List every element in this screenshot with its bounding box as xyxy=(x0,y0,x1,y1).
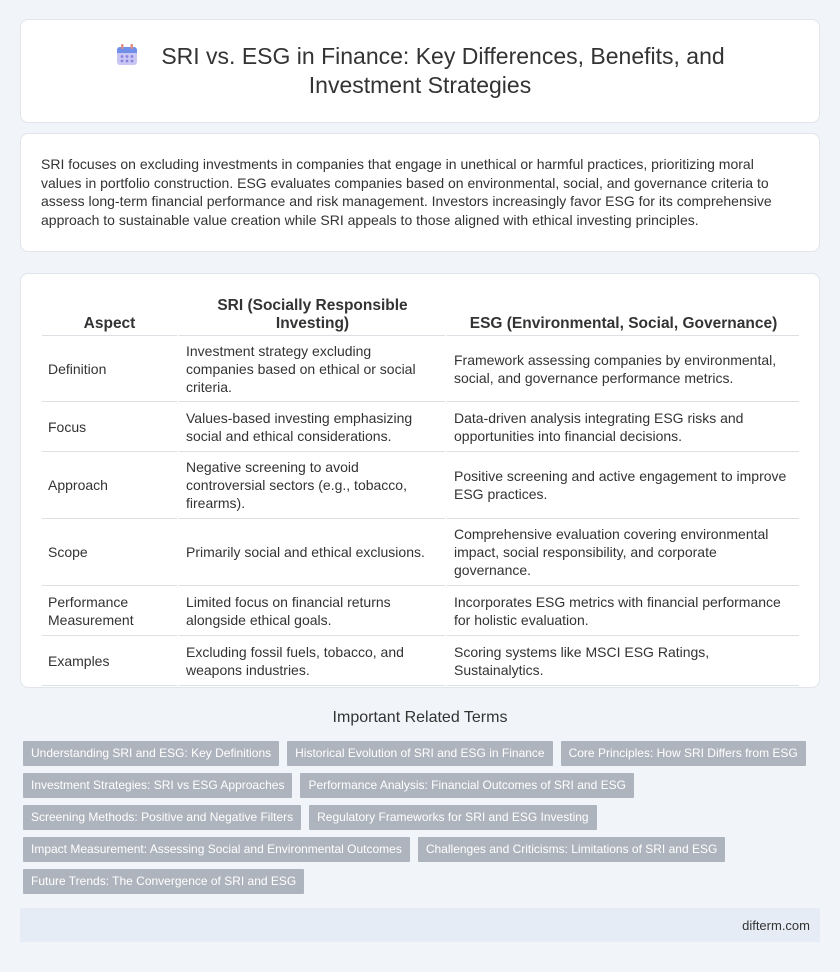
table-row xyxy=(42,452,799,519)
cell-esg: Comprehensive evaluation covering environmental impact, social responsibility, and corporate governance. xyxy=(445,519,799,586)
cell-sri: Limited focus on financial returns alongside ethical goals. xyxy=(177,586,445,636)
cell-aspect: Scope xyxy=(42,519,177,586)
table-row xyxy=(42,336,799,402)
calendar-icon xyxy=(115,43,139,67)
comparison-table xyxy=(42,297,799,686)
summary-card xyxy=(20,133,820,252)
cell-sri: Excluding fossil fuels, tobacco, and weapons industries. xyxy=(177,636,445,686)
table-row xyxy=(42,586,799,636)
header-esg: ESG (Environmental, Social, Governance) xyxy=(445,297,799,336)
cell-esg: Framework assessing companies by environmental, social, and governance performance metrics. xyxy=(445,336,799,402)
cell-esg: Positive screening and active engagement to improve ESG practices. xyxy=(445,452,799,519)
related-term-tag[interactable]: Investment Strategies: SRI vs ESG Approaches xyxy=(23,773,292,798)
summary-text: SRI focuses on excluding investments in companies that engage in unethical or harmful practices, prioritizing moral values in portfolio construction. ESG evaluates companies based on environmental, social, and governance criteria to assess long-term financial performance and risk management. Investors increasingly favor ESG for its comprehensive approach to sustainable value creation while SRI appeals to those aligned with ethical investing principles. xyxy=(41,156,772,228)
related-term-tag[interactable]: Challenges and Criticisms: Limitations of SRI and ESG xyxy=(418,837,725,862)
cell-aspect: Focus xyxy=(42,402,177,452)
cell-aspect: Performance Measurement xyxy=(42,586,177,636)
cell-sri: Primarily social and ethical exclusions. xyxy=(177,519,445,586)
cell-sri: Negative screening to avoid controversial sectors (e.g., tobacco, firearms). xyxy=(177,452,445,519)
related-terms-title: Important Related Terms xyxy=(332,709,508,726)
cell-sri: Values-based investing emphasizing social and ethical considerations. xyxy=(177,402,445,452)
cell-esg: Incorporates ESG metrics with financial performance for holistic evaluation. xyxy=(445,586,799,636)
related-term-tag[interactable]: Performance Analysis: Financial Outcomes of SRI and ESG xyxy=(300,773,633,798)
cell-sri: Investment strategy excluding companies based on ethical or social criteria. xyxy=(177,336,445,402)
page-title: SRI vs. ESG in Finance: Key Differences, Benefits, and Investment Strategies xyxy=(161,43,725,98)
cell-aspect: Examples xyxy=(42,636,177,686)
page-title-wrap xyxy=(61,42,779,100)
related-terms-list xyxy=(23,741,803,901)
related-term-tag[interactable]: Historical Evolution of SRI and ESG in Finance xyxy=(287,741,552,766)
table-row xyxy=(42,402,799,452)
related-term-tag[interactable]: Regulatory Frameworks for SRI and ESG Investing xyxy=(309,805,596,830)
related-term-tag[interactable]: Understanding SRI and ESG: Key Definitions xyxy=(23,741,279,766)
table-row xyxy=(42,519,799,586)
related-term-tag[interactable]: Impact Measurement: Assessing Social and Environmental Outcomes xyxy=(23,837,410,862)
comparison-table-card xyxy=(20,273,820,688)
table-row xyxy=(42,636,799,686)
cell-esg: Scoring systems like MSCI ESG Ratings, Sustainalytics. xyxy=(445,636,799,686)
cell-esg: Data-driven analysis integrating ESG risks and opportunities into financial decisions. xyxy=(445,402,799,452)
related-term-tag[interactable]: Screening Methods: Positive and Negative Filters xyxy=(23,805,301,830)
header-aspect: Aspect xyxy=(42,297,177,336)
related-term-tag[interactable]: Core Principles: How SRI Differs from ESG xyxy=(561,741,806,766)
cell-aspect: Definition xyxy=(42,336,177,402)
title-card xyxy=(20,19,820,123)
related-term-tag[interactable]: Future Trends: The Convergence of SRI and ESG xyxy=(23,869,304,894)
footer xyxy=(20,908,820,942)
cell-aspect: Approach xyxy=(42,452,177,519)
header-sri: SRI (Socially Responsible Investing) xyxy=(177,297,445,336)
table-header-row xyxy=(42,297,799,336)
footer-site-link[interactable]: difterm.com xyxy=(742,918,810,933)
